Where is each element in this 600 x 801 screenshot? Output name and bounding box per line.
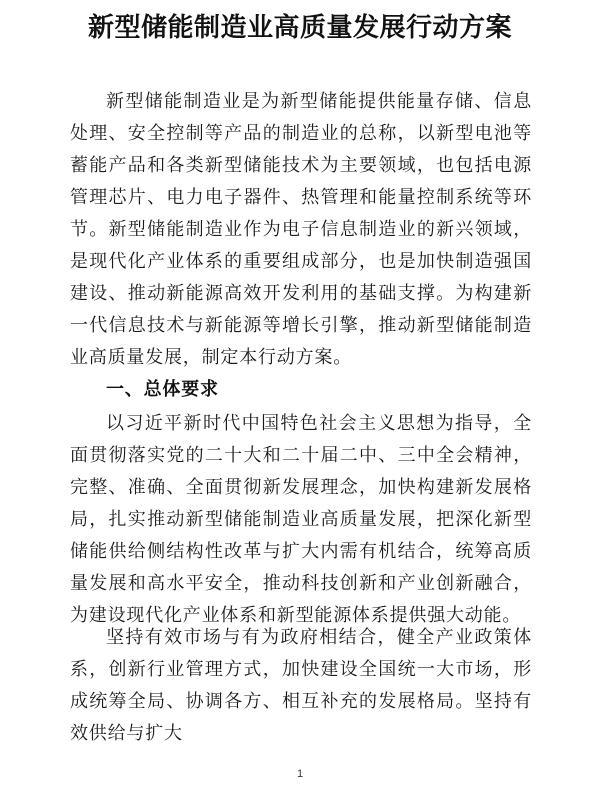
document-title: 新型储能制造业高质量发展行动方案 <box>87 13 512 43</box>
paragraph-intro: 新型储能制造业是为新型储能提供能量存储、信息处理、安全控制等产品的制造业的总称，以新型电池等蓄能产品和各类新型储能技术为主要领域，也包括电源管理芯片、电力电子器件、热管理和能量控制系统等环节。新型储能制造业作为电子信息制造业的新兴领域，是现代化产业体系的重要组成部分，也是加快制造强国建设、推动新能源高效开发利用的基础支撑。为构建新一代信息技术与新能源等增长引擎，推动新型储能制造业高质量发展，制定本行动方案。 <box>70 91 532 368</box>
section-heading: 一、总体要求 <box>106 379 219 400</box>
paragraph-principles: 坚持有效市场与有为政府相结合，健全产业政策体系，创新行业管理方式，加快建设全国统一大市场，形成统筹全局、协调各方、相互补充的发展格局。坚持有效供给与扩大 <box>70 627 532 744</box>
paragraph-guiding-thought: 以习近平新时代中国特色社会主义思想为指导，全面贯彻落实党的二十大和二十届二中、三中全会精神，完整、准确、全面贯彻新发展理念，加快构建新发展格局，扎实推动新型储能制造业高质量发展，把深化新型储能供给侧结构性改革与扩大内需有机结合，统筹高质量发展和高水平安全，推动科技创新和产业创新融合，为建设现代化产业体系和新型能源体系提供强大动能。 <box>70 413 532 626</box>
page-number: 1 <box>296 768 304 780</box>
